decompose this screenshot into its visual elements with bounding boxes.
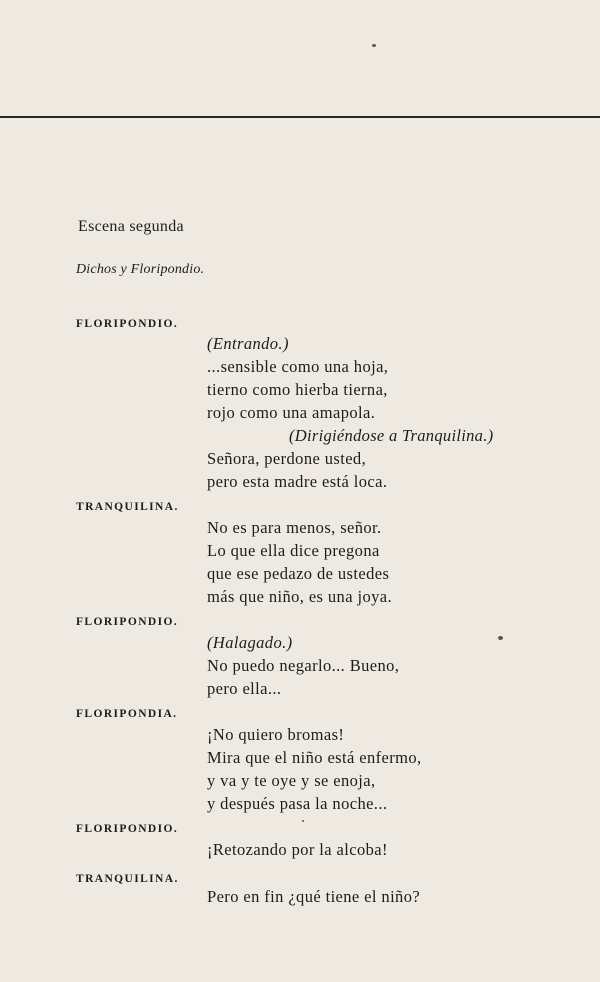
verse-line: pero esta madre está loca.: [207, 472, 388, 491]
verse-line: ¡No quiero bromas!: [207, 725, 345, 744]
verse-line: tierno como hierba tierna,: [207, 380, 388, 399]
verse-line: ¡Retozando por la alcoba!: [207, 840, 388, 859]
verse-line: No puedo negarlo... Bueno,: [207, 656, 400, 675]
verse-line: ...sensible como una hoja,: [207, 357, 389, 376]
verse-line: Mira que el niño está enfermo,: [207, 748, 422, 767]
paper-speck: [302, 820, 304, 822]
stage-direction: (Halagado.): [207, 633, 293, 652]
verse-line: pero ella...: [207, 679, 282, 698]
scene-title: Escena segunda: [78, 218, 184, 235]
speaker-name: FLORIPONDIO.: [76, 616, 179, 628]
speaker-name: TRANQUILINA.: [76, 873, 179, 885]
verse-line: Señora, perdone usted,: [207, 449, 367, 468]
paper-speck: [372, 44, 376, 47]
paper-speck: [498, 636, 503, 640]
verse-line: que ese pedazo de ustedes: [207, 564, 390, 583]
speaker-name: FLORIPONDIA.: [76, 708, 178, 720]
stage-direction: (Dirigiéndose a Tranquilina.): [289, 426, 494, 445]
stage-direction: (Entrando.): [207, 334, 289, 353]
verse-line: Pero en fin ¿qué tiene el niño?: [207, 887, 421, 906]
verse-line: rojo como una amapola.: [207, 403, 376, 422]
verse-line: y va y te oye y se enoja,: [207, 771, 376, 790]
verse-line: Lo que ella dice pregona: [207, 541, 380, 560]
verse-line: y después pasa la noche...: [207, 794, 388, 813]
speaker-name: FLORIPONDIO.: [76, 318, 179, 330]
speaker-name: FLORIPONDIO.: [76, 823, 179, 835]
verse-line: más que niño, es una joya.: [207, 587, 392, 606]
verse-line: No es para menos, señor.: [207, 518, 382, 537]
scene-characters: Dichos y Floripondio.: [76, 262, 205, 277]
speaker-name: TRANQUILINA.: [76, 501, 179, 513]
header-rule: [0, 116, 600, 118]
